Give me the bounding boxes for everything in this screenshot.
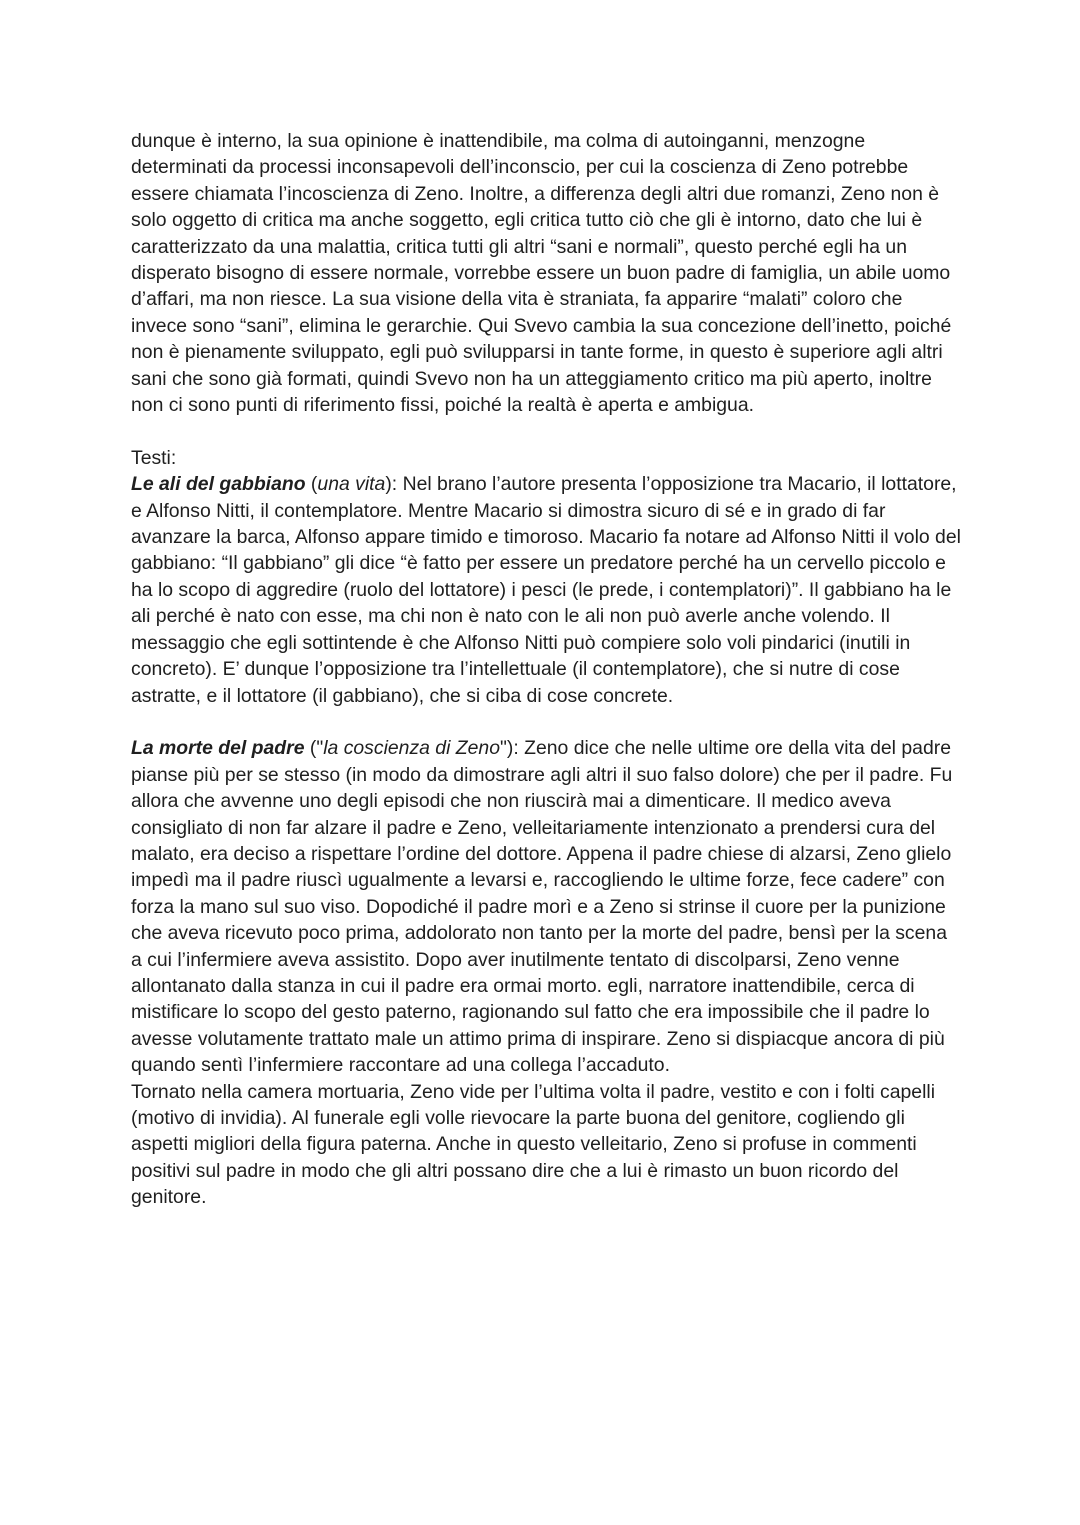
morte-text: Zeno dice che nelle ultime ore della vita del padre pianse più per se stesso (in modo da dimostrare agli altri il suo falso dolore) che per il padre. Fu allora che avvenne uno degli episodi che non riuscirà mai a dimenticare. Il medico aveva consigliato di non far alzare il padre e Zeno, velleitariamente intenzionato a prendersi cura del malato, era deciso a rispettare l’ordine del dottore. Appena il padre chiese di alzarsi, Zeno glielo impedì ma il padre riuscì ugualmente a levarsi e, raccogliendo le ultime forze, fece cadere” con forza la mano sul suo viso. Dopodiché il padre morì e a Zeno si strinse il cuore per la punizione che aveva ricevuto poco prima, addolorato non tanto per la morte del padre, bensì per la scena a cui l’infermiere aveva assistito. Dopo aver inutilmente tentato di discolparsi, Zeno venne allontanato dalla stanza in cui il padre era ormai morto. egli, narratore inattendibile, cerca di mistificare lo scopo del gesto paterno, ragionando sul fatto che era impossibile che il padre lo avesse volutamente trattato male un attimo prima di inspirare. Zeno si dispiacque ancora di più quando sentì l’infermiere raccontare ad una collega l’accaduto. — [131, 737, 953, 1077]
gabbiano-close-paren: ): — [385, 473, 403, 496]
morte-close-paren: "): — [500, 737, 525, 760]
morte-source: la coscienza di Zeno — [323, 737, 500, 760]
morte-paragraph — [131, 735, 961, 1078]
gabbiano-paragraph — [131, 471, 961, 709]
gabbiano-title: Le ali del gabbiano — [131, 473, 306, 496]
morte-open-paren: (" — [304, 737, 324, 760]
morte-continuation-paragraph: Tornato nella camera mortuaria, Zeno vide per l’ultima volta il padre, vestito e con i folti capelli (motivo di invidia). Al funerale egli volle rievocare la parte buona del genitore, cogliendo gli aspetti migliori della figura paterna. Anche in questo velleitario, Zeno si profuse in commenti positivi sul padre in modo che gli altri possano dire che a lui è rimasto un buon ricordo del genitore. — [131, 1080, 936, 1209]
intro-paragraph: dunque è interno, la sua opinione è inattendibile, ma colma di autoinganni, menzogne determinati da processi inconsapevoli dell’inconscio, per cui la coscienza di Zeno potrebbe essere chiamata l’incoscienza di Zeno. Inoltre, a differenza degli altri due romanzi, Zeno non è solo oggetto di critica ma anche soggetto, egli critica tutto ciò che gli è intorno, dato che lui è caratterizzato da una malattia, critica tutti gli altri “sani e normali”, questo perché egli ha un disperato bisogno di essere normale, vorrebbe essere un buon padre di famiglia, un abile uomo d’affari, ma non riesce. La sua visione della vita è straniata, fa apparire “malati” coloro che invece sono “sani”, elimina le gerarchie. Qui Svevo cambia la sua concezione dell’inetto, poiché non è pienamente sviluppato, egli può svilupparsi in tante forme, in questo è superiore agli altri sani che sono già formati, quindi Svevo non ha un atteggiamento critico ma più aperto, inoltre non ci sono punti di riferimento fissi, poiché la realtà è aperta e ambigua. — [131, 130, 952, 417]
gabbiano-text: Nel brano l’autore presenta l’opposizione tra Macario, il lottatore, e Alfonso Nitti, il contemplatore. Mentre Macario si dimostra sicuro di sé e in grado di far avanzare la barca, Alfonso appare timido e timoroso. Macario fa notare ad Alfonso Nitti il volo del gabbiano: “Il gabbiano” gli dice “è fatto per essere un predatore perché ha un cervello piccolo e ha lo scopo di aggredire (ruolo del lottatore) i pesci (le prede, i contemplatori)”. Il gabbiano ha le ali perché è nato con esse, ma chi non è nato con le ali non può averle anche volendo. Il messaggio che egli sottintende è che Alfonso Nitti può compiere solo voli pindarici (inutili in concreto). E’ dunque l’opposizione tra l’intellettuale (il contemplatore), che si nutre di cose astratte, e il lottatore (il gabbiano), che si ciba di cose concrete. — [131, 473, 961, 707]
testi-heading: Testi: — [131, 446, 177, 469]
paragraph-spacer — [131, 418, 961, 444]
document-page — [131, 128, 961, 1211]
paragraph-spacer — [131, 709, 961, 735]
gabbiano-source: una vita — [317, 473, 386, 496]
morte-title: La morte del padre — [131, 737, 305, 760]
gabbiano-open-paren: ( — [305, 473, 318, 496]
